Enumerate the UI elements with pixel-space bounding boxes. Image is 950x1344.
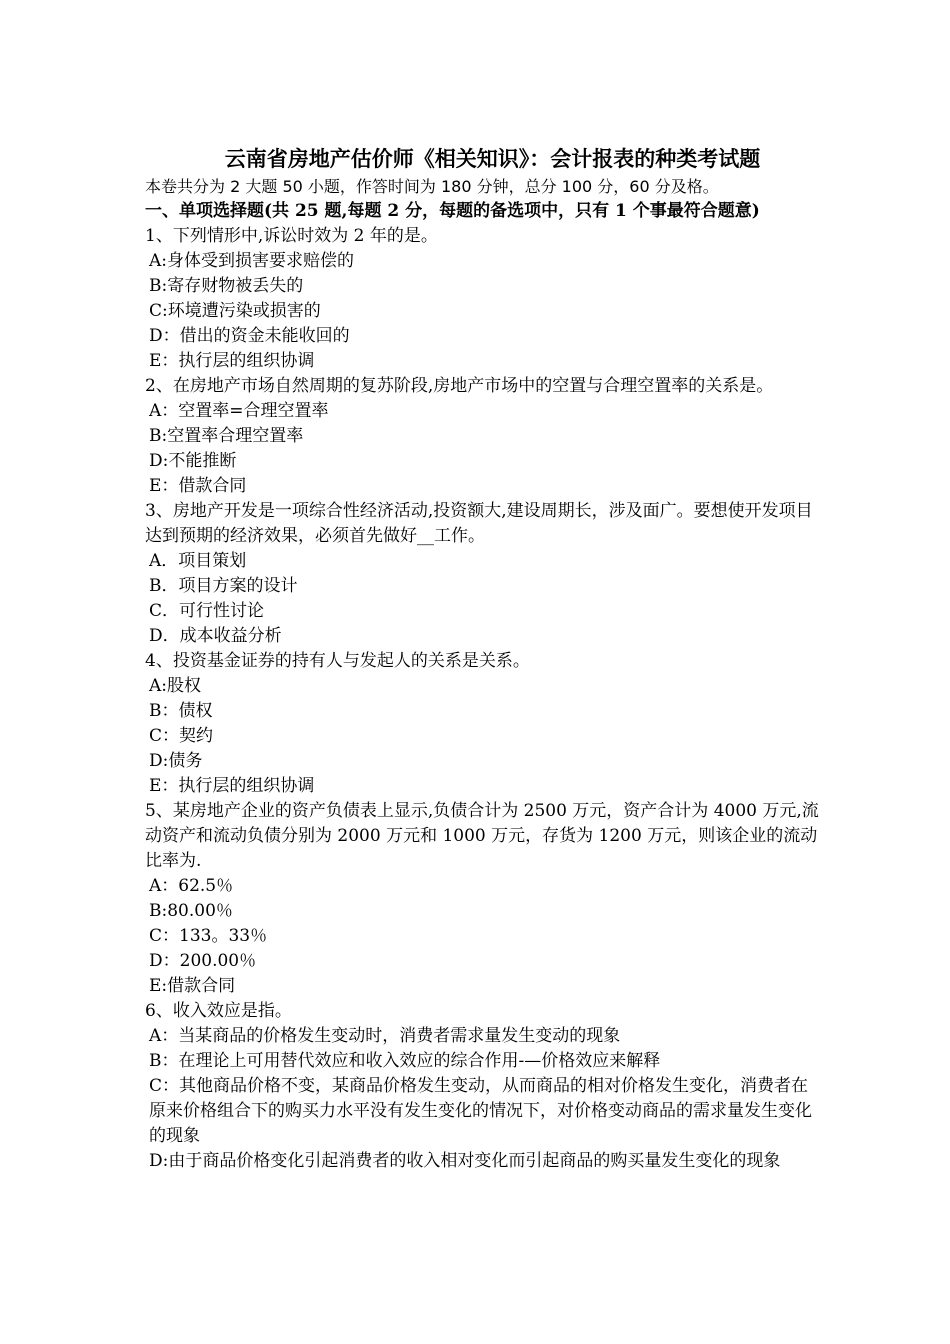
answer-option: D．成本收益分析	[149, 626, 282, 646]
answer-option: D:不能推断	[149, 451, 237, 471]
answer-option: B:寄存财物被丢失的	[149, 276, 304, 296]
question-stem: 3、房地产开发是一项综合性经济活动,投资额大,建设周期长，涉及面广。要想使开发项目达到预期的经济效果，必须首先做好__工作。	[145, 501, 813, 546]
question-stem: 2、在房地产市场自然周期的复苏阶段,房地产市场中的空置与合理空置率的关系是。	[145, 376, 774, 396]
question-list	[145, 224, 820, 1174]
answer-option: A：62.5％	[149, 876, 234, 896]
answer-option: E：借款合同	[149, 476, 247, 496]
answer-option: D：200.00％	[149, 951, 257, 971]
answer-option: A：当某商品的价格发生变动时，消费者需求量发生变动的现象	[149, 1026, 621, 1046]
question-stem: 4、投资基金证券的持有人与发起人的关系是关系。	[145, 651, 530, 671]
answer-option: E：执行层的组织协调	[149, 776, 315, 796]
answer-option: A．项目策划	[149, 551, 247, 571]
answer-option: B．项目方案的设计	[149, 576, 298, 596]
answer-option: A:股权	[149, 676, 202, 696]
answer-option: C：其他商品价格不变，某商品价格发生变动，从而商品的相对价格发生变化，消费者在原来价格组合下的购买力水平没有发生变化的情况下，对价格变动商品的需求量发生变化的现象	[149, 1076, 812, 1146]
answer-option: B:80.00％	[149, 901, 233, 921]
document-title: 云南省房地产估价师《相关知识》：会计报表的种类考试题	[224, 146, 761, 171]
answer-option: C．可行性讨论	[149, 601, 265, 621]
answer-option: D：借出的资金未能收回的	[149, 326, 350, 346]
question-stem: 1、下列情形中,诉讼时效为 2 年的是。	[145, 226, 438, 246]
answer-option: D:由于商品价格变化引起消费者的收入相对变化而引起商品的购买量发生变化的现象	[149, 1151, 781, 1171]
answer-option: E:借款合同	[149, 976, 236, 996]
answer-option: E：执行层的组织协调	[149, 351, 315, 371]
answer-option: B:空置率合理空置率	[149, 426, 304, 446]
answer-option: B：在理论上可用替代效应和收入效应的综合作用-—价格效应来解释	[149, 1051, 661, 1071]
section-heading: 一、单项选择题(共 25 题,每题 2 分，每题的备选项中，只有 1 个事最符合题意)	[145, 201, 760, 221]
answer-option: C：契约	[149, 726, 214, 746]
answer-option: D:债务	[149, 751, 203, 771]
exam-intro: 本卷共分为 2 大题 50 小题，作答时间为 180 分钟，总分 100 分，60 分及格。	[145, 177, 719, 196]
answer-option: C：133。33％	[149, 926, 268, 946]
answer-option: A：空置率=合理空置率	[149, 401, 329, 421]
question-stem: 5、某房地产企业的资产负债表上显示,负债合计为 2500 万元，资产合计为 4000 万元,流动资产和流动负债分别为 2000 万元和 1000 万元，存货为 1200 万元，则该企业的流动比率为.	[145, 801, 819, 871]
question-stem: 6、收入效应是指。	[145, 1001, 292, 1021]
answer-option: C:环境遭污染或损害的	[149, 301, 321, 321]
answer-option: B：债权	[149, 701, 213, 721]
answer-option: A:身体受到损害要求赔偿的	[149, 251, 355, 271]
